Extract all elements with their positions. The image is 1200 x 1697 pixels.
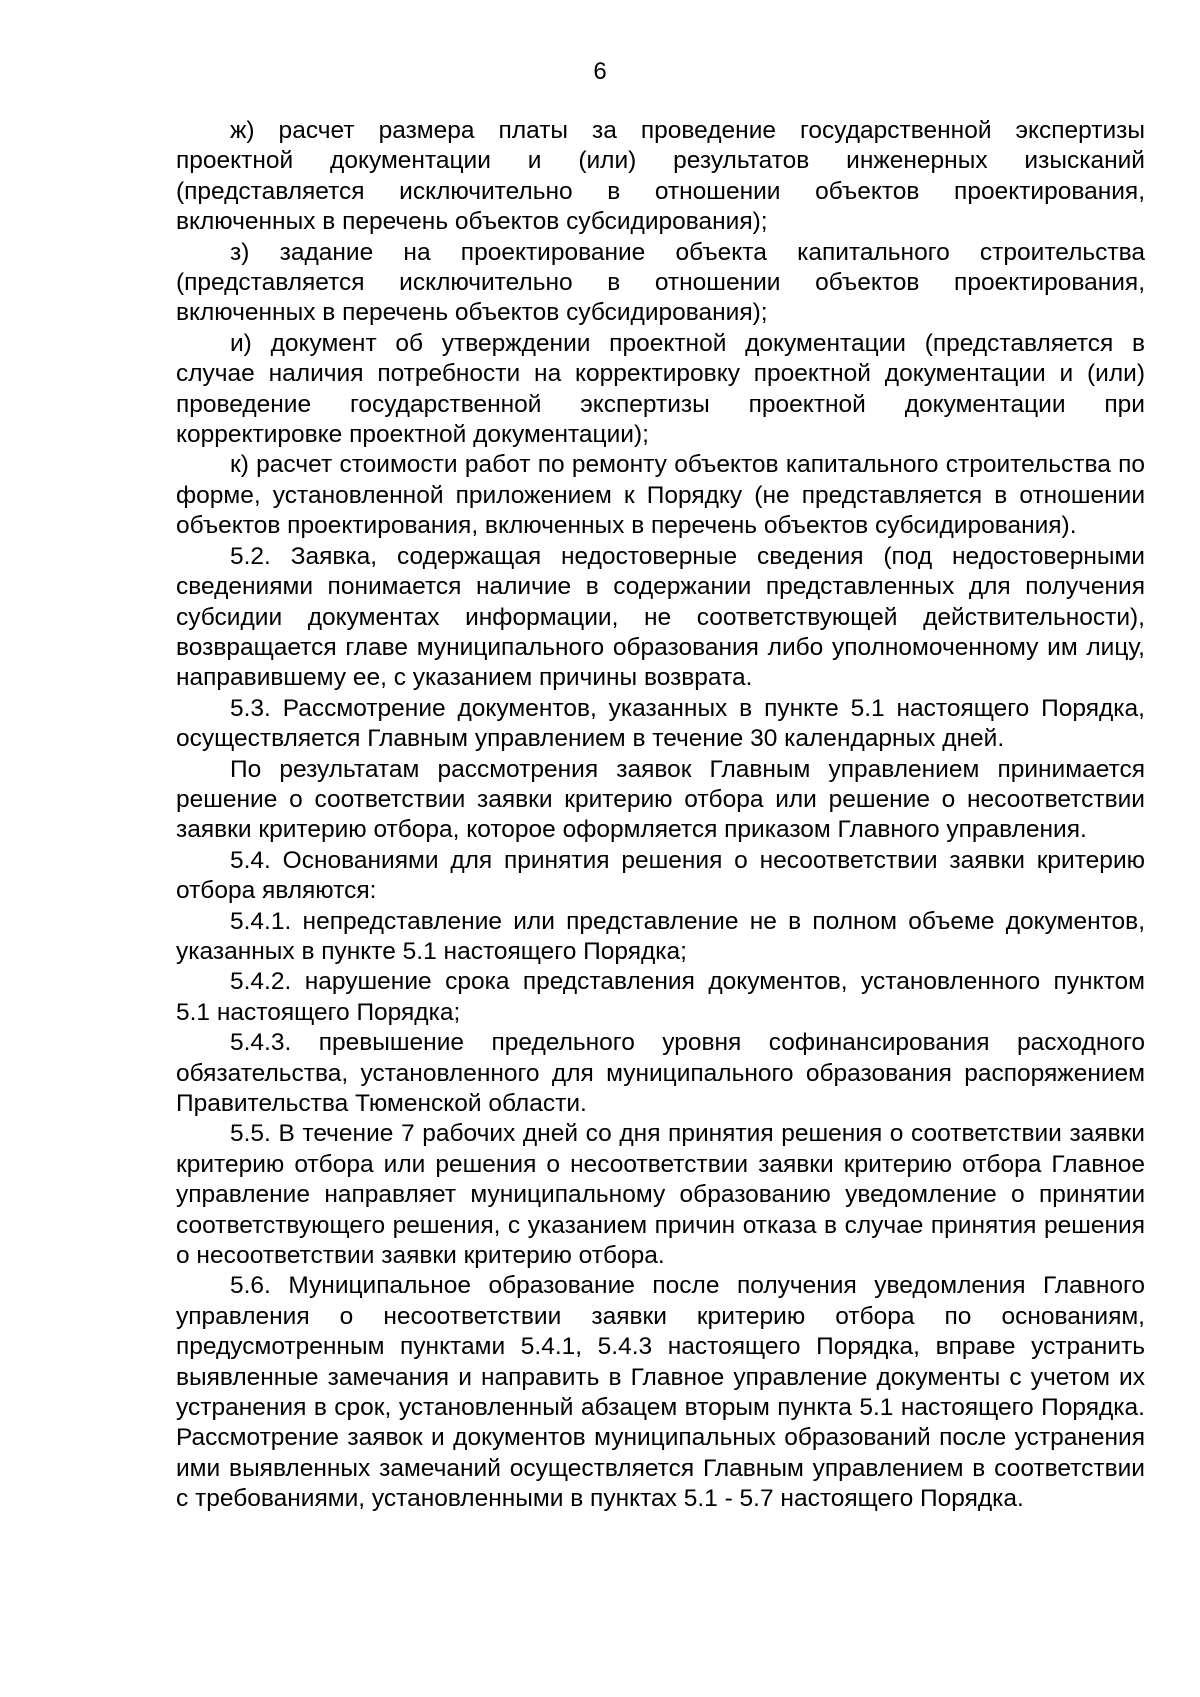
paragraph-5-4-2: 5.4.2. нарушение срока представления документов, установленного пунктом 5.1 настоящего Порядка;	[176, 968, 1145, 1026]
paragraph-5-3: 5.3. Рассмотрение документов, указанных в пункте 5.1 настоящего Порядка, осуществляется Главным управлением в течение 30 календарных дней.	[176, 694, 1145, 753]
paragraph-5-4: 5.4. Основаниями для принятия решения о несоответствии заявки критерию отбора являются:	[176, 846, 1145, 905]
page-number: 6	[593, 58, 607, 85]
paragraph-5-4-3: 5.4.3. превышение предельного уровня софинансирования расходного обязательства, установленного для муниципального образования распоряжением Правительства Тюменской области.	[176, 1029, 1145, 1117]
paragraph-5-4-1: 5.4.1. непредставление или представление не в полном объеме документов, указанных в пункте 5.1 настоящего Порядка;	[176, 907, 1145, 965]
paragraph-zh-fee-calculation: ж) расчет размера платы за проведение государственной экспертизы проектной документации и (или) результатов инженерных изысканий (представляется исключительно в отношении объектов проектирования, включенных в перечень объектов субсидирования);	[176, 117, 1145, 236]
paragraph-5-6: 5.6. Муниципальное образование после получения уведомления Главного управления о несоответствии заявки критерию отбора по основаниям, предусмотренным пунктами 5.4.1, 5.4.3 настоящего Порядка, вправе устранить выявленные замечания и направить в Главное управление документы с учетом их устранения в срок, установленный абзацем вторым пункта 5.1 настоящего Порядка. Рассмотрение заявок и документов муниципальных образований после устранения ими выявленных замечаний осуществляется Главным управлением в соответствии с требованиями, установленными в пунктах 5.1 - 5.7 настоящего Порядка.	[176, 1272, 1145, 1513]
document-body	[176, 116, 1145, 1515]
paragraph-5-2: 5.2. Заявка, содержащая недостоверные сведения (под недостоверными сведениями понимается наличие в содержании представленных для получения субсидии документах информации, не соответствующей действительности), возвращается главе муниципального образования либо уполномоченному им лицу, направившему ее, с указанием причины возврата.	[176, 542, 1145, 692]
paragraph-5-3-results: По результатам рассмотрения заявок Главным управлением принимается решение о соответствии заявки критерию отбора или решение о несоответствии заявки критерию отбора, которое оформляется приказом Главного управления.	[176, 755, 1145, 844]
paragraph-k-repair-cost: к) расчет стоимости работ по ремонту объектов капитального строительства по форме, установленной приложением к Порядку (не представляется в отношении объектов проектирования, включенных в перечень объектов субсидирования).	[176, 451, 1145, 540]
paragraph-i-approval-document: и) документ об утверждении проектной документации (представляется в случае наличия потребности на корректировку проектной документации и (или) проведение государственной экспертизы проектной документации при корректировке проектной документации);	[176, 329, 1145, 449]
paragraph-5-5: 5.5. В течение 7 рабочих дней со дня принятия решения о соответствии заявки критерию отбора или решения о несоответствии заявки критерию отбора Главное управление направляет муниципальному образованию уведомление о принятии соответствующего решения, с указанием причин отказа в случае принятия решения о несоответствии заявки критерию отбора.	[176, 1120, 1145, 1270]
paragraph-z-design-assignment: з) задание на проектирование объекта капитального строительства (представляется исключительно в отношении объектов проектирования, включенных в перечень объектов субсидирования);	[176, 238, 1145, 327]
